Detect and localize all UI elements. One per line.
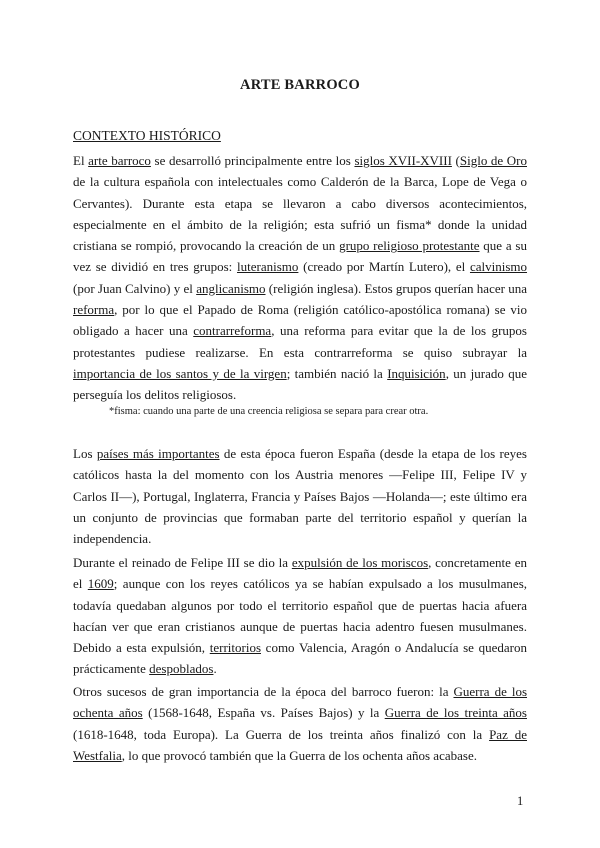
term-luteranismo: luteranismo [237,259,299,275]
paragraph-important-countries [73,443,527,549]
term-anglicanismo: anglicanismo [196,280,266,296]
term-paz-westfalia: Paz de Westfalia [73,726,527,763]
term-despoblados: despoblados [149,661,214,677]
term-guerra-ochenta-anos: Guerra de los ochenta años [73,684,528,721]
text-run: se desarrolló principalmente entre los [150,153,355,168]
term-grupo-protestante: grupo religioso protestante [339,238,480,254]
text-run: como Valencia, Aragón o Andalucía se quedaron prácticamente [73,640,527,677]
text-run: El [73,153,89,168]
text-run: , concretamente en el [73,555,527,592]
term-calvinismo: calvinismo [469,259,528,275]
section-heading: CONTEXTO HISTÓRICO [73,128,221,143]
text-run: Los [73,446,97,461]
term-paises-importantes: países más importantes [96,446,220,461]
term-reforma: reforma [73,302,115,318]
text-run: , una reforma para evitar que la de los grupos protestantes pudiese realizarse. En esta contrarreforma se quiso subrayar la [73,323,527,360]
text-run: (por Juan Calvino) y el [73,280,197,296]
term-arte-barroco: arte barroco [88,153,151,168]
term-siglo-de-oro: Siglo de Oro [459,153,527,168]
text-run: de esta época fueron España (desde la etapa de los reyes católicos hasta la del momento con los Austria menores —Felipe III, Felipe IV y Carlos II—), Portugal, Inglaterra, Francia y Países Bajos —Holanda—; este último era un conjunto de provincias que formaban parte del territorio español y querían la independencia. [73,446,527,547]
text-run: . [213,661,217,677]
text-run: (creado por Martín Lutero), el [298,259,470,275]
text-run: Durante el reinado de Felipe III se dio la [73,555,292,570]
term-contrarreforma: contrarreforma [193,323,272,339]
footnote: *fisma: cuando una parte de una creencia religiosa se separa para crear otra. [109,406,429,417]
text-run: (1618-1648, toda Europa). La Guerra de los treinta años finalizó con la [73,726,490,742]
text-run: ; aunque con los reyes católicos ya se habían expulsado a los musulmanes, todavía quedaban algunos por todo el territorio español que de puertas hacia afuera hacían ver que eran cristianos aunque de puertas hacia adentro fuesen musulmanes. Debido a esta expulsión, [73,576,528,656]
text-run: , por lo que el Papado de Roma (religión católico-apostólica romana) se vio obligado a hacer una [73,302,527,339]
term-santos-virgen: importancia de los santos y de la virgen [73,365,287,381]
text-run: , un jurado que perseguía los delitos religiosos. [73,365,528,403]
paragraph-historical-context [73,150,527,406]
text-run: (religión inglesa). Estos grupos querían hacer una [265,280,527,296]
term-siglos: siglos XVII-XVIII [354,153,452,168]
term-1609: 1609 [87,576,114,592]
text-run: , lo que provocó también que la Guerra de los ochenta años acabase. [121,747,477,763]
text-run: que a su vez se dividió en tres grupos: [73,238,527,275]
text-run: ( [451,153,460,168]
text-run: Otros sucesos de gran importancia de la época del barroco fueron: la [73,684,454,699]
text-run: ; también nació la [286,365,388,381]
page-title: ARTE BARROCO [240,77,360,93]
paragraph-moriscos-expulsion [73,552,527,680]
page-number: 1 [517,794,524,808]
term-inquisicion: Inquisición [387,365,446,381]
text-run: (1568-1648, España vs. Países Bajos) y la [142,705,385,721]
term-territorios: territorios [209,640,261,656]
paragraph-wars [73,681,527,766]
term-guerra-treinta-anos: Guerra de los treinta años [384,705,527,721]
term-expulsion-moriscos: expulsión de los moriscos [291,555,429,570]
text-run: de la cultura española con intelectuales como Calderón de la Barca, Lope de Vega o Cervantes). Durante esta etapa se llevaron a cabo diversos acontecimientos, especialmente en el ámbito de la religión; esta sufrió un fisma* donde la unidad cristiana se rompió, provocando la creación de un [73,174,527,254]
